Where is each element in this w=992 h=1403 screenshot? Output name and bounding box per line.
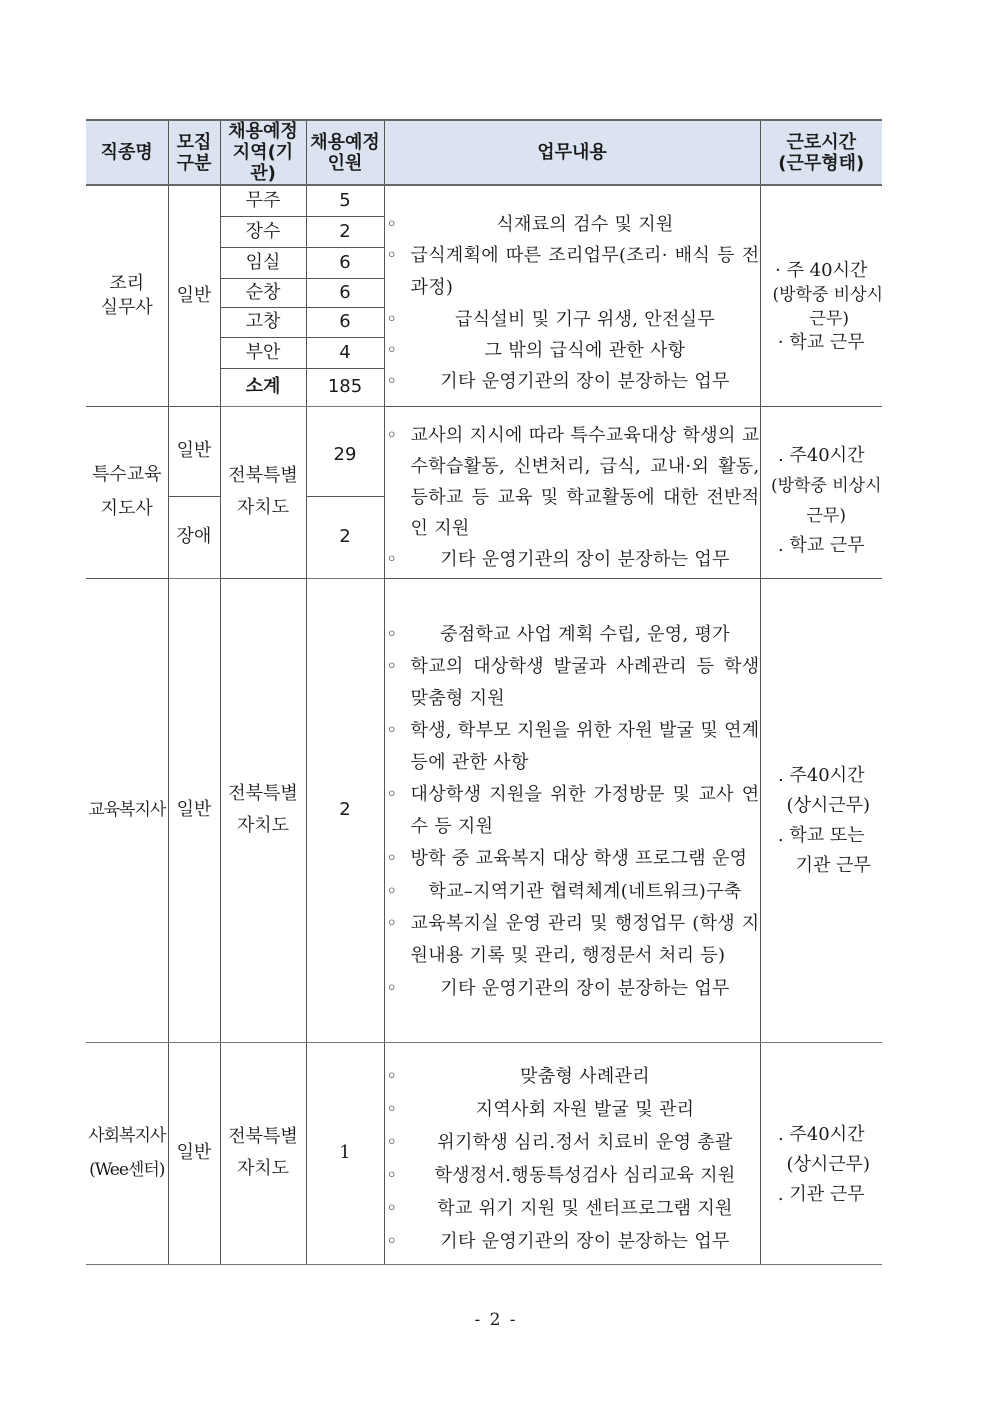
welfare-count: 2 xyxy=(306,578,384,1042)
cook-hours xyxy=(760,185,882,406)
region-cell: 순창 xyxy=(220,278,306,307)
welfare-region: 전북특별 자치도 xyxy=(220,578,306,1042)
special-recruit-disabled: 장애 xyxy=(168,496,220,578)
duty-item: ◦ 중점학교 사업 계획 수립, 운영, 평가 xyxy=(386,624,730,645)
hours-line: . 학교 근무 xyxy=(777,535,865,556)
cook-duties xyxy=(384,185,760,406)
duty-item: ◦ 급식계획에 따른 조리업무(조리· 배식 등 전 과정) xyxy=(386,244,760,298)
region-cell: 무주 xyxy=(220,185,306,216)
duty-item: ◦ 대상학생 지원을 위한 가정방문 및 교사 연수 등 지원 xyxy=(386,784,760,837)
duty-item: ◦ 식재료의 검수 및 지원 xyxy=(386,213,674,235)
hours-line: · 주 40시간 xyxy=(775,259,868,281)
social-duties xyxy=(384,1042,760,1264)
duty-item: ◦ 교육복지실 운영 관리 및 행정업무 (학생 지원내용 기록 및 관리, 행정문서 처리 등) xyxy=(386,913,760,966)
duty-item: ◦ 기타 운영기관의 장이 분장하는 업무 xyxy=(386,370,730,392)
duty-item: ◦ 기타 운영기관의 장이 분장하는 업무 xyxy=(386,1231,730,1252)
hours-line: . 주40시간 xyxy=(777,1124,865,1145)
header-region: 채용예정 지역(기관) xyxy=(220,120,306,185)
subtotal-label: 소계 xyxy=(220,368,306,406)
duty-item: ◦ 지역사회 자원 발굴 및 관리 xyxy=(386,1099,695,1120)
special-count-disabled: 2 xyxy=(306,496,384,578)
duty-item: ◦ 학생정서.행동특성검사 심리교육 지원 xyxy=(386,1165,736,1186)
hours-line: (상시근무) xyxy=(786,1154,871,1175)
special-job: 특수교육 지도사 xyxy=(86,406,168,578)
header-job: 직종명 xyxy=(86,120,168,185)
duty-item: ◦ 그 밖의 급식에 관한 사항 xyxy=(386,339,686,361)
duty-item: ◦ 학교의 대상학생 발굴과 사례관리 등 학생 맞춤형 지원 xyxy=(386,656,760,709)
count-cell: 2 xyxy=(306,216,384,247)
hours-line: . 학교 또는 xyxy=(777,825,865,846)
welfare-duties xyxy=(384,578,760,1042)
hours-line: . 주40시간 xyxy=(777,765,865,786)
duty-item: ◦ 학교–지역기관 협력체계(네트워크)구축 xyxy=(386,881,742,902)
hours-line: 근무) xyxy=(809,308,849,329)
duty-item: ◦ 급식설비 및 기구 위생, 안전실무 xyxy=(386,308,716,330)
duty-item: ◦ 기타 운영기관의 장이 분장하는 업무 xyxy=(386,548,730,570)
welfare-job: 교육복지사 xyxy=(86,578,168,1042)
region-cell: 고창 xyxy=(220,307,306,337)
duty-item: ◦ 학교 위기 지원 및 센터프로그램 지원 xyxy=(386,1198,733,1219)
region-cell: 부안 xyxy=(220,337,306,368)
duty-item: ◦ 교사의 지시에 따라 특수교육대상 학생의 교수학습활동, 신변처리, 급식, 교내·외 활동, 등하교 등 교육 및 학교활동에 대한 전반적인 지원 xyxy=(386,424,760,539)
social-count: 1 xyxy=(306,1042,384,1264)
count-cell: 6 xyxy=(306,278,384,307)
special-duties xyxy=(384,406,760,578)
hours-line: . 기관 근무 xyxy=(777,1184,865,1205)
header-recruit: 모집 구분 xyxy=(168,120,220,185)
header-hours: 근로시간 (근무형태) xyxy=(760,120,882,185)
header-row xyxy=(86,120,882,185)
duty-item: ◦ 방학 중 교육복지 대상 학생 프로그램 운영 xyxy=(386,848,748,869)
duty-item: ◦ 학생, 학부모 지원을 위한 자원 발굴 및 연계 등에 관한 사항 xyxy=(386,720,760,773)
special-hours xyxy=(760,406,882,578)
special-region: 전북특별 자치도 xyxy=(220,406,306,578)
duty-item: ◦ 기타 운영기관의 장이 분장하는 업무 xyxy=(386,978,730,999)
social-recruit: 일반 xyxy=(168,1042,220,1264)
special-recruit-general: 일반 xyxy=(168,406,220,496)
duty-item: ◦ 위기학생 심리.정서 치료비 운영 총괄 xyxy=(386,1132,733,1153)
social-hours xyxy=(760,1042,882,1264)
cook-recruit: 일반 xyxy=(168,185,220,406)
duty-item: ◦ 맞춤형 사례관리 xyxy=(386,1066,650,1087)
welfare-recruit: 일반 xyxy=(168,578,220,1042)
special-count-general: 29 xyxy=(306,406,384,496)
header-count: 채용예정 인원 xyxy=(306,120,384,185)
region-cell: 장수 xyxy=(220,216,306,247)
region-cell: 임실 xyxy=(220,247,306,278)
count-cell: 5 xyxy=(306,185,384,216)
social-job: 사회복지사 (Wee센터) xyxy=(86,1042,168,1264)
social-region: 전북특별 자치도 xyxy=(220,1042,306,1264)
hours-line: (방학중 비상시 xyxy=(770,476,882,496)
count-cell: 6 xyxy=(306,307,384,337)
hours-line: · 학교 근무 xyxy=(777,331,865,353)
welfare-hours xyxy=(760,578,882,1042)
hours-line: (상시근무) xyxy=(786,795,871,816)
hours-line: (방학중 비상시 xyxy=(772,284,884,305)
page-number: - 2 - xyxy=(474,1310,518,1330)
hours-line: 기관 근무 xyxy=(795,855,871,876)
count-cell: 4 xyxy=(306,337,384,368)
header-duty: 업무내용 xyxy=(384,120,760,185)
hours-line: . 주40시간 xyxy=(777,445,865,466)
cook-job: 조리 실무사 xyxy=(86,185,168,406)
recruitment-table xyxy=(86,119,882,1265)
subtotal-value: 185 xyxy=(306,368,384,406)
count-cell: 6 xyxy=(306,247,384,278)
hours-line: 근무) xyxy=(806,506,846,526)
